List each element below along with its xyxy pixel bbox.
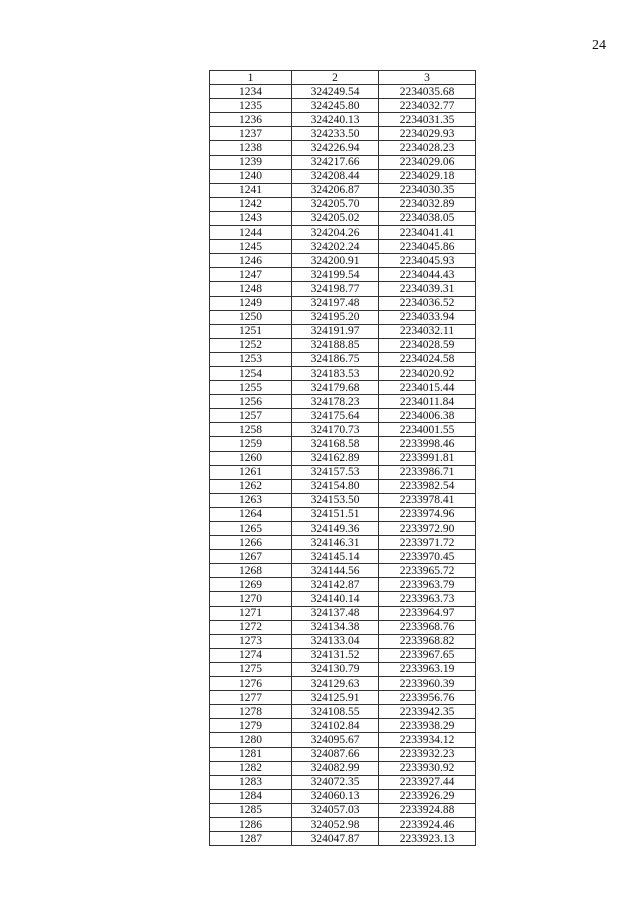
table-row — [210, 677, 476, 691]
point-number-cell: 1240 — [210, 169, 292, 183]
y-coordinate-cell: 2233965.72 — [379, 564, 476, 578]
y-coordinate-cell: 2233972.90 — [379, 522, 476, 536]
y-coordinate-cell: 2233930.92 — [379, 761, 476, 775]
y-coordinate-cell: 2233963.79 — [379, 578, 476, 592]
x-coordinate-cell: 324146.31 — [292, 536, 379, 550]
table-row — [210, 409, 476, 423]
table-body — [210, 85, 476, 846]
x-coordinate-cell: 324157.53 — [292, 465, 379, 479]
y-coordinate-cell: 2233963.19 — [379, 662, 476, 676]
table-row — [210, 507, 476, 521]
x-coordinate-cell: 324153.50 — [292, 493, 379, 507]
point-number-cell: 1235 — [210, 99, 292, 113]
x-coordinate-cell: 324052.98 — [292, 817, 379, 831]
x-coordinate-cell: 324233.50 — [292, 127, 379, 141]
y-coordinate-cell: 2234032.89 — [379, 197, 476, 211]
y-coordinate-cell: 2234028.23 — [379, 141, 476, 155]
x-coordinate-cell: 324154.80 — [292, 479, 379, 493]
y-coordinate-cell: 2233960.39 — [379, 677, 476, 691]
y-coordinate-cell: 2234033.94 — [379, 310, 476, 324]
page-number: 24 — [592, 38, 606, 53]
y-coordinate-cell: 2233934.12 — [379, 733, 476, 747]
point-number-cell: 1247 — [210, 268, 292, 282]
x-coordinate-cell: 324168.58 — [292, 437, 379, 451]
table-row — [210, 381, 476, 395]
table-row — [210, 324, 476, 338]
coordinates-table — [209, 70, 476, 846]
y-coordinate-cell: 2234035.68 — [379, 85, 476, 99]
table-row — [210, 761, 476, 775]
point-number-cell: 1238 — [210, 141, 292, 155]
y-coordinate-cell: 2233956.76 — [379, 691, 476, 705]
point-number-cell: 1277 — [210, 691, 292, 705]
column-header-3: 3 — [379, 71, 476, 85]
y-coordinate-cell: 2233991.81 — [379, 451, 476, 465]
x-coordinate-cell: 324202.24 — [292, 240, 379, 254]
x-coordinate-cell: 324129.63 — [292, 677, 379, 691]
y-coordinate-cell: 2234020.92 — [379, 366, 476, 380]
table-row — [210, 366, 476, 380]
y-coordinate-cell: 2234032.11 — [379, 324, 476, 338]
point-number-cell: 1262 — [210, 479, 292, 493]
y-coordinate-cell: 2233942.35 — [379, 705, 476, 719]
table-row — [210, 240, 476, 254]
point-number-cell: 1279 — [210, 719, 292, 733]
table-row — [210, 155, 476, 169]
table-row — [210, 803, 476, 817]
point-number-cell: 1257 — [210, 409, 292, 423]
table-row — [210, 578, 476, 592]
y-coordinate-cell: 2233963.73 — [379, 592, 476, 606]
table-row — [210, 691, 476, 705]
point-number-cell: 1273 — [210, 634, 292, 648]
y-coordinate-cell: 2233924.88 — [379, 803, 476, 817]
x-coordinate-cell: 324047.87 — [292, 832, 379, 846]
table-row — [210, 127, 476, 141]
table-row — [210, 437, 476, 451]
x-coordinate-cell: 324060.13 — [292, 789, 379, 803]
point-number-cell: 1284 — [210, 789, 292, 803]
y-coordinate-cell: 2233923.13 — [379, 832, 476, 846]
x-coordinate-cell: 324200.91 — [292, 254, 379, 268]
x-coordinate-cell: 324226.94 — [292, 141, 379, 155]
x-coordinate-cell: 324087.66 — [292, 747, 379, 761]
x-coordinate-cell: 324188.85 — [292, 338, 379, 352]
x-coordinate-cell: 324204.26 — [292, 226, 379, 240]
point-number-cell: 1285 — [210, 803, 292, 817]
point-number-cell: 1246 — [210, 254, 292, 268]
y-coordinate-cell: 2234031.35 — [379, 113, 476, 127]
x-coordinate-cell: 324240.13 — [292, 113, 379, 127]
x-coordinate-cell: 324095.67 — [292, 733, 379, 747]
x-coordinate-cell: 324082.99 — [292, 761, 379, 775]
table-header — [210, 71, 476, 85]
table-row — [210, 775, 476, 789]
x-coordinate-cell: 324217.66 — [292, 155, 379, 169]
y-coordinate-cell: 2234032.77 — [379, 99, 476, 113]
point-number-cell: 1242 — [210, 197, 292, 211]
y-coordinate-cell: 2233968.76 — [379, 620, 476, 634]
x-coordinate-cell: 324133.04 — [292, 634, 379, 648]
y-coordinate-cell: 2234011.84 — [379, 395, 476, 409]
table-row — [210, 522, 476, 536]
table-row — [210, 747, 476, 761]
table-row — [210, 705, 476, 719]
table-row — [210, 451, 476, 465]
table-row — [210, 85, 476, 99]
point-number-cell: 1276 — [210, 677, 292, 691]
table-row — [210, 606, 476, 620]
point-number-cell: 1286 — [210, 817, 292, 831]
table-row — [210, 395, 476, 409]
point-number-cell: 1267 — [210, 550, 292, 564]
y-coordinate-cell: 2233998.46 — [379, 437, 476, 451]
x-coordinate-cell: 324198.77 — [292, 282, 379, 296]
table-row — [210, 423, 476, 437]
table-row — [210, 592, 476, 606]
x-coordinate-cell: 324102.84 — [292, 719, 379, 733]
point-number-cell: 1249 — [210, 296, 292, 310]
table-row — [210, 719, 476, 733]
y-coordinate-cell: 2234045.93 — [379, 254, 476, 268]
point-number-cell: 1253 — [210, 352, 292, 366]
y-coordinate-cell: 2234024.58 — [379, 352, 476, 366]
table-row — [210, 197, 476, 211]
table-row — [210, 817, 476, 831]
table-row — [210, 493, 476, 507]
y-coordinate-cell: 2233938.29 — [379, 719, 476, 733]
point-number-cell: 1272 — [210, 620, 292, 634]
y-coordinate-cell: 2234028.59 — [379, 338, 476, 352]
y-coordinate-cell: 2234039.31 — [379, 282, 476, 296]
y-coordinate-cell: 2233970.45 — [379, 550, 476, 564]
table-row — [210, 550, 476, 564]
table-row — [210, 226, 476, 240]
x-coordinate-cell: 324057.03 — [292, 803, 379, 817]
x-coordinate-cell: 324208.44 — [292, 169, 379, 183]
y-coordinate-cell: 2233978.41 — [379, 493, 476, 507]
x-coordinate-cell: 324072.35 — [292, 775, 379, 789]
point-number-cell: 1278 — [210, 705, 292, 719]
y-coordinate-cell: 2234041.41 — [379, 226, 476, 240]
x-coordinate-cell: 324134.38 — [292, 620, 379, 634]
table-row — [210, 564, 476, 578]
point-number-cell: 1252 — [210, 338, 292, 352]
point-number-cell: 1250 — [210, 310, 292, 324]
y-coordinate-cell: 2233927.44 — [379, 775, 476, 789]
x-coordinate-cell: 324199.54 — [292, 268, 379, 282]
x-coordinate-cell: 324183.53 — [292, 366, 379, 380]
table-row — [210, 183, 476, 197]
x-coordinate-cell: 324170.73 — [292, 423, 379, 437]
x-coordinate-cell: 324175.64 — [292, 409, 379, 423]
y-coordinate-cell: 2234038.05 — [379, 211, 476, 225]
x-coordinate-cell: 324197.48 — [292, 296, 379, 310]
point-number-cell: 1271 — [210, 606, 292, 620]
table-row — [210, 169, 476, 183]
y-coordinate-cell: 2234029.06 — [379, 155, 476, 169]
x-coordinate-cell: 324162.89 — [292, 451, 379, 465]
x-coordinate-cell: 324131.52 — [292, 648, 379, 662]
point-number-cell: 1239 — [210, 155, 292, 169]
point-number-cell: 1275 — [210, 662, 292, 676]
y-coordinate-cell: 2233968.82 — [379, 634, 476, 648]
x-coordinate-cell: 324206.87 — [292, 183, 379, 197]
column-header-1: 1 — [210, 71, 292, 85]
x-coordinate-cell: 324205.70 — [292, 197, 379, 211]
point-number-cell: 1259 — [210, 437, 292, 451]
point-number-cell: 1283 — [210, 775, 292, 789]
point-number-cell: 1269 — [210, 578, 292, 592]
table-row — [210, 620, 476, 634]
point-number-cell: 1263 — [210, 493, 292, 507]
y-coordinate-cell: 2234029.93 — [379, 127, 476, 141]
point-number-cell: 1254 — [210, 366, 292, 380]
point-number-cell: 1282 — [210, 761, 292, 775]
table-row — [210, 352, 476, 366]
y-coordinate-cell: 2234006.38 — [379, 409, 476, 423]
point-number-cell: 1270 — [210, 592, 292, 606]
x-coordinate-cell: 324108.55 — [292, 705, 379, 719]
y-coordinate-cell: 2234001.55 — [379, 423, 476, 437]
y-coordinate-cell: 2234030.35 — [379, 183, 476, 197]
table-row — [210, 733, 476, 747]
x-coordinate-cell: 324130.79 — [292, 662, 379, 676]
y-coordinate-cell: 2233982.54 — [379, 479, 476, 493]
point-number-cell: 1234 — [210, 85, 292, 99]
table-row — [210, 296, 476, 310]
table-header-row — [210, 71, 476, 85]
y-coordinate-cell: 2234015.44 — [379, 381, 476, 395]
point-number-cell: 1274 — [210, 648, 292, 662]
point-number-cell: 1258 — [210, 423, 292, 437]
point-number-cell: 1268 — [210, 564, 292, 578]
x-coordinate-cell: 324140.14 — [292, 592, 379, 606]
table-row — [210, 465, 476, 479]
point-number-cell: 1260 — [210, 451, 292, 465]
y-coordinate-cell: 2234044.43 — [379, 268, 476, 282]
x-coordinate-cell: 324186.75 — [292, 352, 379, 366]
point-number-cell: 1280 — [210, 733, 292, 747]
table-row — [210, 141, 476, 155]
x-coordinate-cell: 324195.20 — [292, 310, 379, 324]
point-number-cell: 1287 — [210, 832, 292, 846]
table-row — [210, 338, 476, 352]
point-number-cell: 1255 — [210, 381, 292, 395]
table-row — [210, 113, 476, 127]
point-number-cell: 1245 — [210, 240, 292, 254]
table-row — [210, 832, 476, 846]
x-coordinate-cell: 324142.87 — [292, 578, 379, 592]
x-coordinate-cell: 324144.56 — [292, 564, 379, 578]
table-row — [210, 99, 476, 113]
table-row — [210, 536, 476, 550]
point-number-cell: 1244 — [210, 226, 292, 240]
y-coordinate-cell: 2234036.52 — [379, 296, 476, 310]
x-coordinate-cell: 324205.02 — [292, 211, 379, 225]
y-coordinate-cell: 2234045.86 — [379, 240, 476, 254]
x-coordinate-cell: 324149.36 — [292, 522, 379, 536]
table-row — [210, 254, 476, 268]
x-coordinate-cell: 324151.51 — [292, 507, 379, 521]
point-number-cell: 1281 — [210, 747, 292, 761]
point-number-cell: 1264 — [210, 507, 292, 521]
point-number-cell: 1241 — [210, 183, 292, 197]
x-coordinate-cell: 324125.91 — [292, 691, 379, 705]
table-row — [210, 648, 476, 662]
x-coordinate-cell: 324145.14 — [292, 550, 379, 564]
point-number-cell: 1248 — [210, 282, 292, 296]
y-coordinate-cell: 2233926.29 — [379, 789, 476, 803]
y-coordinate-cell: 2233964.97 — [379, 606, 476, 620]
table-row — [210, 282, 476, 296]
point-number-cell: 1265 — [210, 522, 292, 536]
table-row — [210, 662, 476, 676]
point-number-cell: 1256 — [210, 395, 292, 409]
table-row — [210, 211, 476, 225]
x-coordinate-cell: 324178.23 — [292, 395, 379, 409]
table-row — [210, 268, 476, 282]
y-coordinate-cell: 2233974.96 — [379, 507, 476, 521]
x-coordinate-cell: 324245.80 — [292, 99, 379, 113]
y-coordinate-cell: 2234029.18 — [379, 169, 476, 183]
point-number-cell: 1236 — [210, 113, 292, 127]
table-row — [210, 310, 476, 324]
y-coordinate-cell: 2233924.46 — [379, 817, 476, 831]
y-coordinate-cell: 2233971.72 — [379, 536, 476, 550]
table-row — [210, 634, 476, 648]
point-number-cell: 1261 — [210, 465, 292, 479]
point-number-cell: 1243 — [210, 211, 292, 225]
point-number-cell: 1266 — [210, 536, 292, 550]
x-coordinate-cell: 324179.68 — [292, 381, 379, 395]
x-coordinate-cell: 324191.97 — [292, 324, 379, 338]
point-number-cell: 1237 — [210, 127, 292, 141]
table-row — [210, 479, 476, 493]
y-coordinate-cell: 2233986.71 — [379, 465, 476, 479]
x-coordinate-cell: 324249.54 — [292, 85, 379, 99]
x-coordinate-cell: 324137.48 — [292, 606, 379, 620]
table-row — [210, 789, 476, 803]
column-header-2: 2 — [292, 71, 379, 85]
y-coordinate-cell: 2233967.65 — [379, 648, 476, 662]
point-number-cell: 1251 — [210, 324, 292, 338]
y-coordinate-cell: 2233932.23 — [379, 747, 476, 761]
